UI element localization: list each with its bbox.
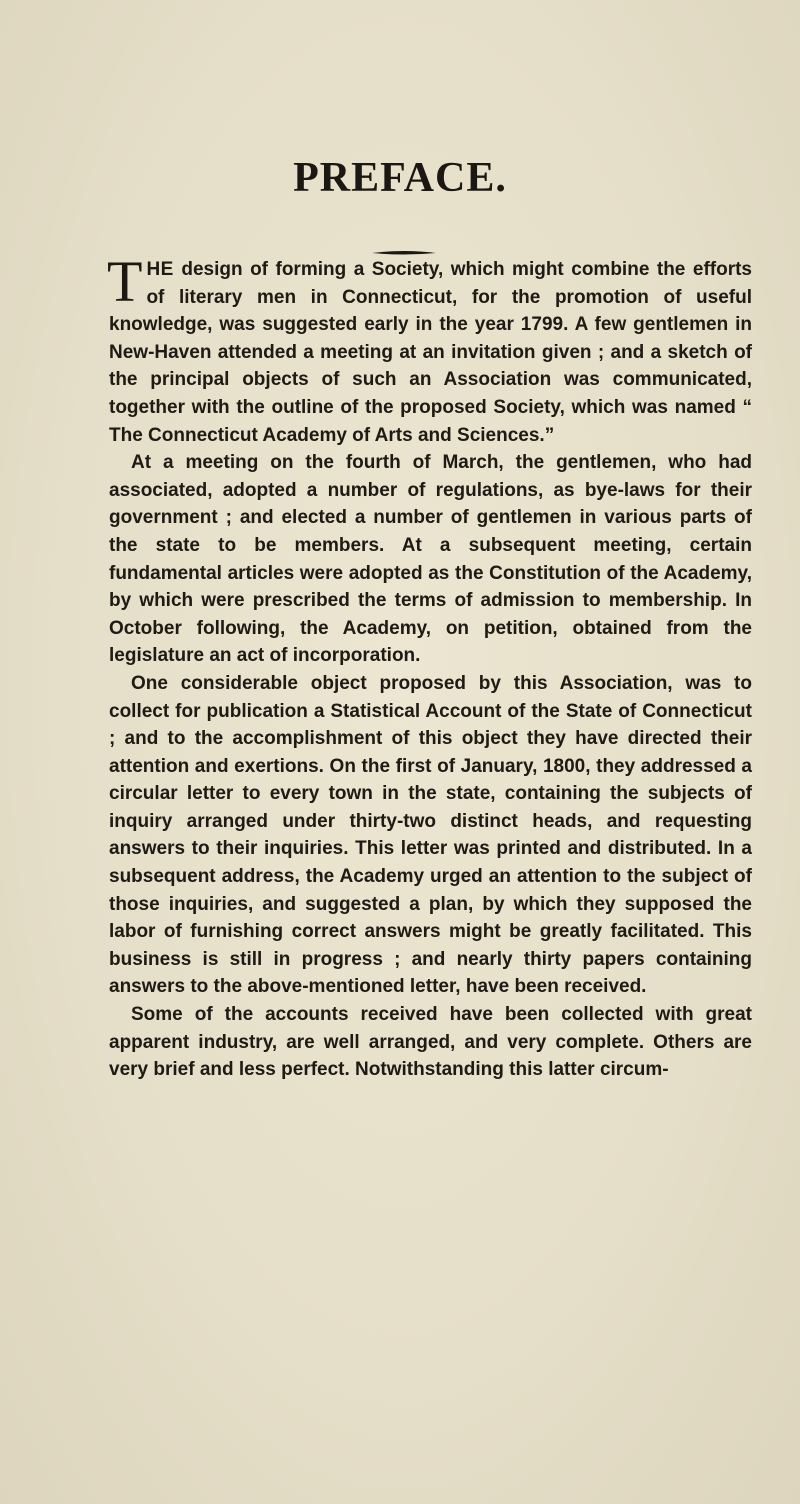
page-title: PREFACE. [293,155,507,202]
paragraph-4: Some of the accounts received have been collected with great apparent industry, are well arranged, and very complete. Others are very brief and less perfect. Notwithstanding this latter circum- [109,1004,752,1081]
drop-cap: T [107,249,143,314]
paragraph-1 [107,249,752,449]
paragraph-2: At a meeting on the fourth of March, the gentlemen, who had associated, adopted a number of regulations, as bye-laws for their government ; and elected a number of gentlemen in various parts of the state to be members. At a subsequent meeting, certain fundamental articles were adopted as the Constitution of the Academy, by which were prescribed the terms of admission to membership. In October following, the Academy, on petition, obtained from the legislature an act of incorporation. [109,452,752,667]
paragraph-1-text: design of forming a Society, which might combine the efforts of literary men in Connecticut, for the promotion of useful knowledge, was suggested early in the year 1799. A few gentlemen in New-Haven attended a meeting at an invitation given ; and a sketch of the principal objects of such an Association was communicated, together with the outline of the proposed Society, which was named “ The Connecticut Academy of Arts and Sciences.” [109,259,752,446]
paragraph-3: One considerable object proposed by this Association, was to collect for publication a Statistical Account of the State of Connecticut ; and to the accomplishment of this object they have directed their attention and exertions. On the first of January, 1800, they addressed a circular letter to every town in the state, containing the subjects of inquiry arranged under thirty-two distinct heads, and requesting answers to their inquiries. This letter was printed and distributed. In a subsequent address, the Academy urged an attention to the subject of those inquiries, and suggested a plan, by which they supposed the labor of furnishing correct answers might be greatly facilitated. This business is still in progress ; and nearly thirty papers containing answers to the above-mentioned letter, have been received. [109,672,752,998]
preface-body [107,249,752,1084]
lead-word: HE [146,259,174,280]
